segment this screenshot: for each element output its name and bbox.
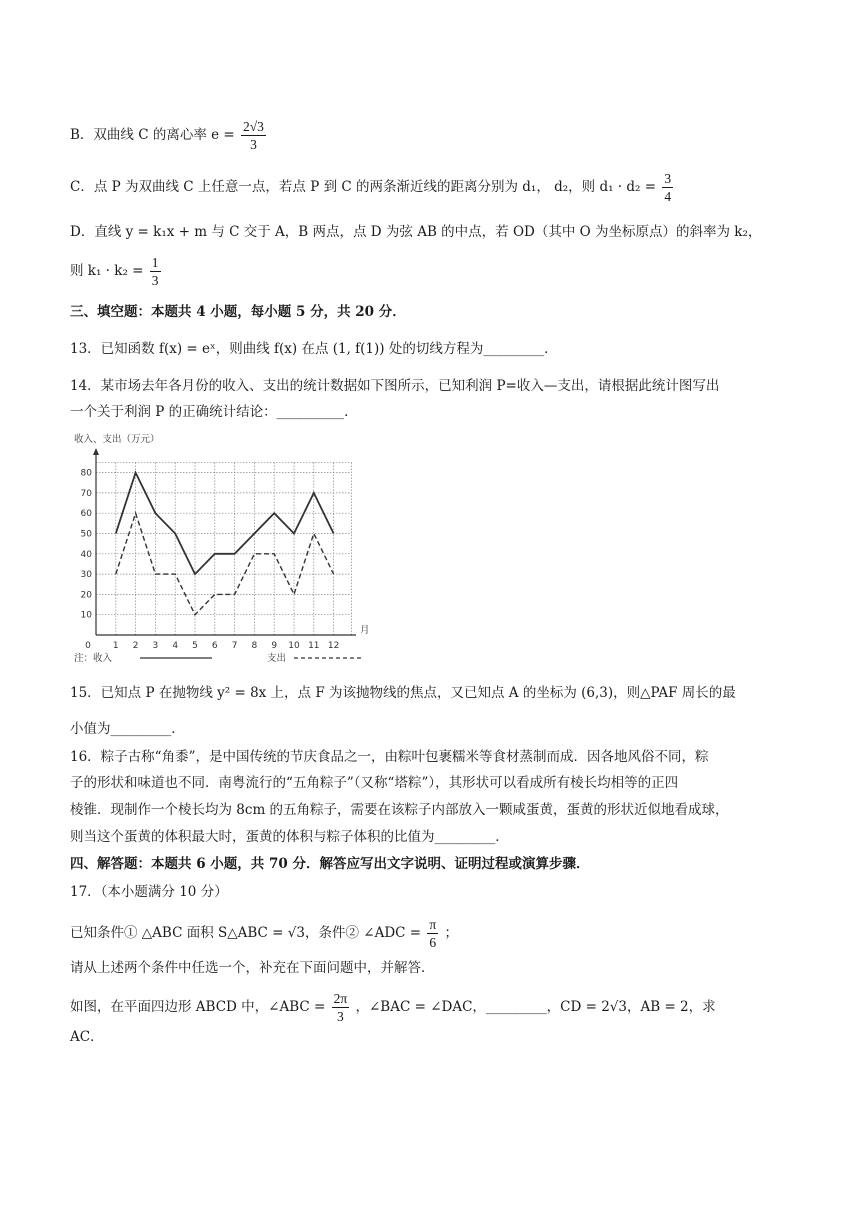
conditions-tail: ； bbox=[444, 925, 459, 941]
fraction-denominator: 3 bbox=[151, 273, 159, 288]
option-c-fraction bbox=[662, 170, 673, 205]
option-b bbox=[70, 118, 268, 153]
y-tick-label: 30 bbox=[80, 570, 92, 581]
condition-2-fraction bbox=[427, 916, 438, 951]
y-axis-arrow bbox=[93, 448, 99, 455]
x-axis-label: 月 bbox=[360, 625, 370, 636]
x-tick-label: 5 bbox=[192, 641, 198, 651]
y-tick-label: 60 bbox=[80, 509, 92, 520]
question-16-line3: 棱锥．现制作一个棱长均为 8cm 的五角粽子，需要在该粽子内部放入一颗咸蛋黄，蛋黄的形状近似地看成球， bbox=[70, 802, 729, 818]
fraction-numerator: 2√3 bbox=[243, 119, 264, 134]
option-c-text: C．点 P 为双曲线 C 上任意一点，若点 P 到 C 的两条渐近线的距离分别为 d₁， d₂，则 d₁ · d₂ = bbox=[70, 179, 657, 195]
question-17-problem bbox=[70, 990, 716, 1025]
x-tick-label: 8 bbox=[251, 641, 258, 651]
x-tick-label: 10 bbox=[288, 641, 300, 651]
angle-fraction bbox=[332, 990, 350, 1025]
x-tick-label: 2 bbox=[132, 641, 139, 651]
fraction-denominator: 3 bbox=[250, 137, 257, 152]
x-tick-label: 12 bbox=[327, 641, 340, 651]
series-line-expense bbox=[116, 513, 334, 615]
question-17-instruction: 请从上述两个条件中任选一个，补充在下面问题中，并解答． bbox=[70, 960, 435, 976]
option-b-fraction bbox=[241, 118, 266, 153]
question-13: 13．已知函数 f(x) = eˣ，则曲线 f(x) 在点 (1, f(1)) 处的切线方程为_________． bbox=[70, 341, 558, 357]
option-d-line2 bbox=[70, 254, 163, 289]
question-14-line2: 一个关于利润 P 的正确统计结论：__________． bbox=[70, 404, 358, 420]
x-tick-label: 7 bbox=[231, 641, 238, 651]
section-3-heading: 三、填空题：本题共 4 小题，每小题 5 分，共 20 分． bbox=[70, 304, 406, 320]
y-tick-label: 20 bbox=[80, 590, 92, 601]
chart-grid bbox=[96, 462, 351, 635]
question-16-line4: 则当这个蛋黄的体积最大时，蛋黄的体积与粽子体积的比值为_________． bbox=[70, 829, 509, 845]
fraction-denominator: 6 bbox=[429, 935, 437, 950]
x-tick-label: 4 bbox=[172, 641, 179, 651]
chart-axes bbox=[93, 448, 356, 635]
chart-series bbox=[116, 473, 334, 615]
option-c bbox=[70, 170, 675, 205]
fraction-numerator: 3 bbox=[664, 171, 672, 186]
origin-label: 0 bbox=[85, 641, 91, 651]
option-d-fraction bbox=[150, 254, 161, 289]
y-tick-label: 40 bbox=[80, 549, 92, 560]
fraction-numerator: π bbox=[429, 917, 437, 932]
question-14-line1: 14．某市场去年各月份的收入、支出的统计数据如下图所示，已知利润 P=收入—支出，请根据此统计图写出 bbox=[70, 378, 720, 394]
fraction-numerator: 1 bbox=[151, 255, 159, 270]
x-tick-label: 9 bbox=[271, 641, 278, 651]
question-16-line1: 16．粽子古称“角黍”，是中国传统的节庆食品之一，由粽叶包裹糯米等食材蒸制而成．因各地风俗不同，粽 bbox=[70, 749, 709, 765]
fraction-denominator: 3 bbox=[337, 1009, 344, 1024]
chart-labels bbox=[74, 433, 370, 664]
question-17-conditions bbox=[70, 916, 458, 951]
income-expense-chart bbox=[72, 428, 372, 668]
option-d-line1: D．直线 y = k₁x + m 与 C 交于 A，B 两点，点 D 为弦 AB 的中点，若 OD（其中 O 为坐标原点）的斜率为 k₂， bbox=[70, 224, 762, 240]
legend-expense-label: 支出 bbox=[267, 653, 287, 664]
x-tick-label: 6 bbox=[211, 641, 218, 651]
x-tick-label: 11 bbox=[308, 641, 320, 651]
problem-text-tail: ，∠BAC = ∠DAC，_________，CD = 2√3，AB = 2，求 bbox=[355, 999, 716, 1015]
y-tick-label: 80 bbox=[80, 468, 92, 479]
y-axis-label: 收入、支出（万元） bbox=[74, 434, 160, 445]
x-tick-label: 3 bbox=[152, 641, 159, 651]
y-tick-label: 10 bbox=[80, 610, 92, 621]
y-tick-label: 70 bbox=[80, 488, 92, 499]
problem-text: 如图，在平面四边形 ABCD 中，∠ABC = bbox=[70, 999, 326, 1015]
option-b-text: B．双曲线 C 的离心率 e = bbox=[70, 127, 235, 143]
x-tick-label: 1 bbox=[112, 641, 119, 651]
section-4-heading: 四、解答题：本题共 6 小题，共 70 分．解答应写出文字说明、证明过程或演算步骤． bbox=[70, 856, 590, 872]
chart-svg bbox=[72, 428, 372, 668]
option-d-text: 则 k₁ · k₂ = bbox=[70, 263, 144, 279]
series-line-income bbox=[116, 473, 334, 574]
y-tick-label: 50 bbox=[80, 529, 92, 540]
question-15-line2: 小值为_________． bbox=[70, 721, 185, 737]
question-17-last: AC． bbox=[70, 1029, 104, 1045]
fraction-numerator: 2π bbox=[333, 991, 348, 1006]
legend-income-label: 注：收入 bbox=[74, 653, 113, 664]
fraction-denominator: 4 bbox=[664, 189, 672, 204]
question-17-header: 17．（本小题满分 10 分） bbox=[70, 884, 228, 900]
question-15-line1: 15．已知点 P 在抛物线 y² = 8x 上，点 F 为该抛物线的焦点，又已知点 A 的坐标为 (6,3)，则△PAF 周长的最 bbox=[70, 685, 736, 701]
conditions-text: 已知条件① △ABC 面积 S△ABC = √3，条件② ∠ADC = bbox=[70, 925, 422, 941]
question-16-line2: 子的形状和味道也不同．南粤流行的“五角粽子”（又称“塔粽”），其形状可以看成所有棱长均相等的正四 bbox=[70, 775, 679, 791]
